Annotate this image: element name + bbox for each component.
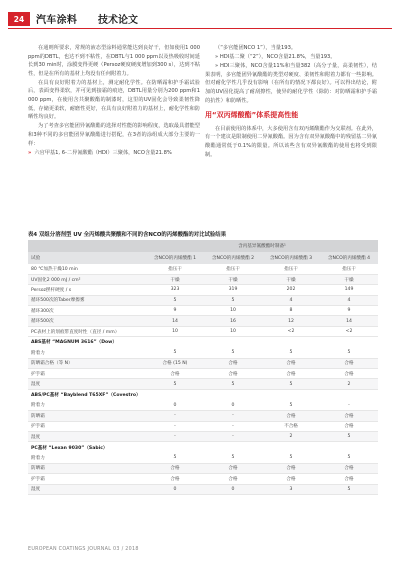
table-row <box>28 295 378 305</box>
table-cell: 5 <box>262 400 320 410</box>
table-cell: 0 <box>146 484 204 494</box>
table-cell: 合格 (15 N) <box>146 358 204 368</box>
table-cell: - <box>146 421 204 431</box>
row-label: 湿度 <box>28 379 146 389</box>
table-cell: 2 <box>320 379 378 389</box>
table-row <box>28 316 378 326</box>
table-row <box>28 348 378 358</box>
row-label: 护手霜 <box>28 369 146 379</box>
table-cell: 合格 <box>204 369 262 379</box>
table-super-header-row <box>28 240 378 252</box>
column-header: 含NCO的丙烯酸酯 3 <box>262 252 320 264</box>
table-group-title: ABS基材 “MAGNUM 3616”（Dow） <box>31 340 118 346</box>
column-header: 含NCO的丙烯酸酯 2 <box>204 252 262 264</box>
row-label: 湿度 <box>28 484 146 494</box>
column-header: 含NCO的丙烯酸酯 4 <box>320 252 378 264</box>
row-label: PC表材上的划痕带直度时性（直径 / mm） <box>28 326 146 336</box>
row-label: 附着力 <box>28 348 146 358</box>
table-cell: 2 <box>262 431 320 441</box>
table-cell: 5 <box>262 348 320 358</box>
table-header-row <box>28 252 378 264</box>
paragraph: （“多官能团NCO 1”），当量193。 <box>215 45 297 51</box>
table-cell: 合格 <box>146 369 204 379</box>
page-header <box>0 10 400 28</box>
table-cell: 10 <box>204 306 262 316</box>
table-cell: 合格 <box>262 463 320 473</box>
table-cell: 指压干 <box>204 264 262 274</box>
table-cell: 5 <box>320 484 378 494</box>
column-header: 试验 <box>28 252 146 264</box>
table-cell: 干燥 <box>204 274 262 284</box>
table-cell: - <box>204 421 262 431</box>
row-label: 防晒霜合格（等 N） <box>28 358 146 368</box>
table-cell: 0 <box>204 484 262 494</box>
table-cell: 5 <box>320 348 378 358</box>
table-cell: 指压干 <box>320 264 378 274</box>
table-row <box>28 358 378 368</box>
table-cell: 5 <box>204 379 262 389</box>
table-row <box>28 474 378 484</box>
paragraph: » HDI三聚体，NCO含量11%和当量382（高分子量，高柔韧性），结果表明，多官能团异氰酸酯的类型对硬度、柔韧性和附着力都有一些影响。但对耐化学性几乎没有影响（在所有的情况下都良好）。可以得出结论，附加的UV固化提高了耐刮擦性，使异的耐化学性（除防：对防晒霜和护手霜的抗性）和防晒性。 <box>205 63 377 104</box>
table-cell: 12 <box>262 316 320 326</box>
table-cell: - <box>320 400 378 410</box>
table-cell: 14 <box>146 316 204 326</box>
table-row <box>28 274 378 284</box>
table-group-row <box>28 389 378 400</box>
paragraph: 在具有良好附着力的基材上，测定耐化学性。在防晒霜和护手霜试验后，表面变得柔软，并可见到接霜的痕迹，DBTL用量分别为200 ppm和1 000 ppm，在使用含共聚酸酯的制漆时，这里的UV固化会导致柔韧性降低，存储更柔软，耐磨性更好，在具有良好附着力的基材上，耐化学性和防晒性均良好。 <box>28 79 200 121</box>
table-row <box>28 306 378 316</box>
table-row <box>28 463 378 473</box>
bullet-marker: » <box>28 149 32 156</box>
paragraph: » HDI基二聚（“2”），NCO含量21.8%，当量193。 <box>215 54 336 61</box>
table-row <box>28 264 378 274</box>
table-cell: 干燥 <box>320 274 378 284</box>
bullet-item <box>28 149 200 158</box>
table-cell: <2 <box>320 326 378 336</box>
table-cell: - <box>146 411 204 421</box>
table-group-row <box>28 337 378 348</box>
table-cell: 干燥 <box>262 274 320 284</box>
table-cell: 干燥 <box>146 274 204 284</box>
table-cell: 3 <box>262 484 320 494</box>
table-cell: 合格 <box>320 411 378 421</box>
row-label: 护手霜 <box>28 474 146 484</box>
table-cell: 合格 <box>146 463 204 473</box>
page-footer: EUROPEAN COATINGS JOURNAL 03 / 2018 <box>28 547 139 552</box>
table-cell: 202 <box>262 285 320 295</box>
table-cell: 5 <box>146 295 204 305</box>
table-row <box>28 431 378 441</box>
table-cell: 8 <box>262 306 320 316</box>
table-cell: 14 <box>320 316 378 326</box>
table-row <box>28 285 378 295</box>
table-cell: 323 <box>146 285 204 295</box>
table-cell: 5 <box>146 379 204 389</box>
row-label: 循环300次 <box>28 306 146 316</box>
table-row <box>28 421 378 431</box>
magazine-title: 汽车涂料 <box>36 15 78 26</box>
bullet-text: 六官甲基1, 6-二异氰酸酯（HDI）三聚体，NCO含量21.8% <box>34 149 172 156</box>
table-cell: 9 <box>320 306 378 316</box>
row-label: UV固化2 000 mJ / cm² <box>28 274 146 284</box>
table-row <box>28 400 378 410</box>
table-row <box>28 326 378 336</box>
table-row <box>28 484 378 494</box>
table-cell: 合格 <box>146 474 204 484</box>
table-cell: 指压干 <box>146 264 204 274</box>
table-cell: 149 <box>320 285 378 295</box>
table-cell: 合格 <box>320 474 378 484</box>
table-cell: 合格 <box>320 463 378 473</box>
row-label: 附着力 <box>28 400 146 410</box>
row-label: 附着力 <box>28 453 146 463</box>
left-text-column <box>28 44 200 157</box>
table-cell: 5 <box>146 348 204 358</box>
table-cell: 合格 <box>262 474 320 484</box>
table-cell: 合格 <box>204 474 262 484</box>
paragraph: 为了考查多官能团异氰酸酯的选择对性能的影响程度，选取最具潜能型和3种不同的多官能团异氰酸酯进行搭配，在3者的涂组成大部分主要的一样： <box>28 123 200 147</box>
header-divider <box>8 28 392 29</box>
table-cell: 4 <box>320 295 378 305</box>
table-row <box>28 411 378 421</box>
row-label: 80 ℃加热干燥10 min <box>28 264 146 274</box>
paragraph: 在通则所要求，常规的液态型涂料通常能达到良好干，但如使用1 000 ppm的DBTL，也达不到不粘性，在DBTL与1 000 ppm以及热吸收时间延长到30 min时，涂膜变得更硬（Persoz硬度硬度增加到300 s），达到不粘性，但是在所有的基材上均没有任何附着力。 <box>28 45 200 77</box>
table-cell: - <box>204 431 262 441</box>
table-body <box>28 264 378 494</box>
right-text-column <box>205 44 377 160</box>
section-title: 技术论文 <box>98 15 138 26</box>
results-table <box>28 240 378 495</box>
table-cell: 合格 <box>262 358 320 368</box>
column-header: 含NCO的丙烯酸酯 1 <box>146 252 204 264</box>
table-cell: 合格 <box>262 411 320 421</box>
table-cell: - <box>146 431 204 441</box>
paragraph: 在目前使用的体系中，大多使用含有双丙烯酸酯作为交联剂。在此外，有一个建议是限制使用二异氰酸酯。因为含有双异氰酸酯中的残留基二异氰酸酯通常低于0.1%的限量。所以该些含有双异氰酸酯的使用也将受到限制。 <box>205 125 377 158</box>
table-cell: 9 <box>146 306 204 316</box>
table-group-title: ABS/PC基材 “Bayblend T65XF”（Covestro） <box>31 393 141 399</box>
table-cell: - <box>204 411 262 421</box>
table-cell: <2 <box>262 326 320 336</box>
table-cell: 5 <box>262 453 320 463</box>
table-cell: 指压干 <box>262 264 320 274</box>
table-cell: 0 <box>204 400 262 410</box>
row-label: 防晒霜 <box>28 411 146 421</box>
table-group-title: PC基材 “Lexan 9030”（Sabic） <box>31 445 108 451</box>
table-cell: 合格 <box>204 463 262 473</box>
table-cell: 不合格 <box>262 421 320 431</box>
table-row <box>28 369 378 379</box>
table-cell: 5 <box>204 295 262 305</box>
table-cell: 合格 <box>320 358 378 368</box>
table-super-header: 含丙基异氰酸酯时制备¹ <box>146 240 378 252</box>
table-cell: 5 <box>204 348 262 358</box>
table-cell: 10 <box>204 326 262 336</box>
row-label: 湿度 <box>28 431 146 441</box>
table-cell: 合格 <box>320 369 378 379</box>
table-cell: 5 <box>204 453 262 463</box>
table-group-row <box>28 442 378 453</box>
table-cell: 16 <box>204 316 262 326</box>
row-label: 循环500次 <box>28 316 146 326</box>
table-cell: 5 <box>320 431 378 441</box>
subheading: 用“双丙烯酸酯”体系提高性能 <box>205 111 299 120</box>
table-cell: 5 <box>146 453 204 463</box>
page-number: 24 <box>8 12 30 26</box>
table-caption: 表4 双组分溶剂型 UV 全丙烯酸共聚酸和不同的含NCO的丙烯酸酯的对比试验结果 <box>28 232 227 238</box>
table-cell: 合格 <box>320 421 378 431</box>
table-cell: 合格 <box>262 369 320 379</box>
table-cell: 4 <box>262 295 320 305</box>
row-label: 循环500次的Taber摩擦雾 <box>28 295 146 305</box>
table-row <box>28 453 378 463</box>
table-cell: 5 <box>262 379 320 389</box>
table-cell: 319 <box>204 285 262 295</box>
table-cell: 5 <box>320 453 378 463</box>
row-label: Persoz摆杆硬度 / s <box>28 285 146 295</box>
table-row <box>28 379 378 389</box>
row-label: 护手霜 <box>28 421 146 431</box>
table-cell: 0 <box>146 400 204 410</box>
row-label: 防晒霜 <box>28 463 146 473</box>
table-cell: 10 <box>146 326 204 336</box>
table-cell: 合格 <box>204 358 262 368</box>
